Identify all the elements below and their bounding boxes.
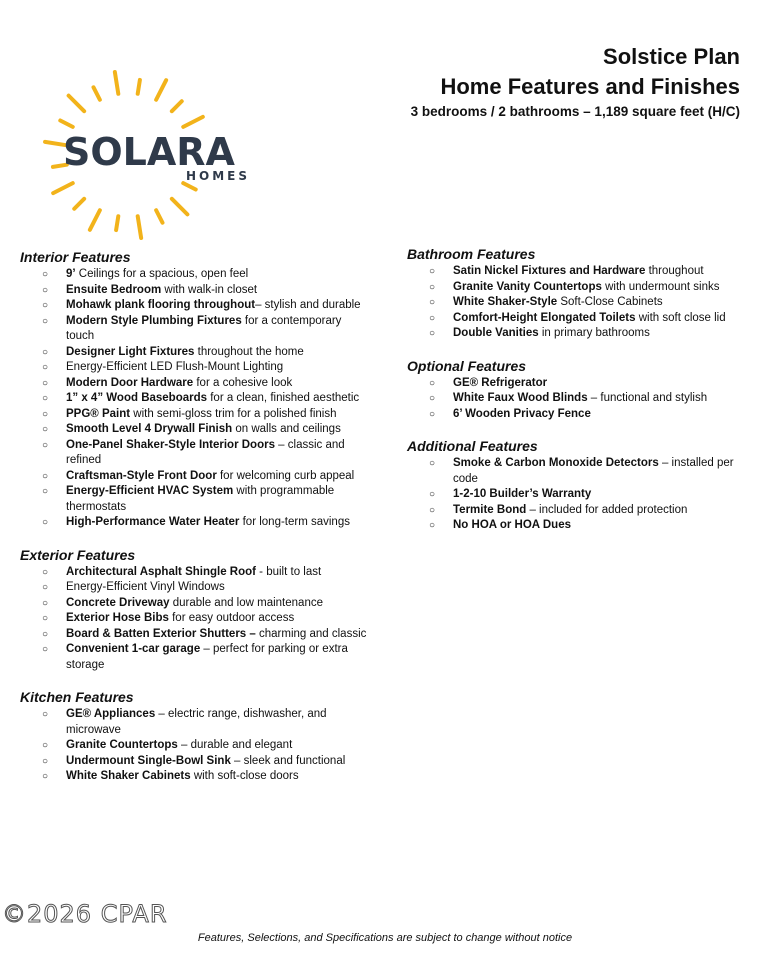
feature-highlight: White Shaker Cabinets — [66, 770, 191, 782]
feature-section — [20, 249, 370, 531]
feature-highlight: Ensuite Bedroom — [66, 283, 162, 296]
feature-detail: - built to last — [255, 565, 322, 578]
feature-item — [20, 360, 370, 376]
feature-highlight: 1” x 4” Wood Baseboards — [66, 392, 208, 404]
feature-item — [20, 515, 370, 531]
feature-item — [20, 484, 370, 515]
feature-highlight: 6’ Wooden Privacy Fence — [453, 407, 591, 420]
feature-highlight: Satin Nickel Fixtures and Hardware — [453, 265, 646, 277]
feature-item — [20, 754, 370, 770]
feature-detail: throughout the home — [194, 345, 304, 358]
feature-highlight: Undermount Single-Bowl Sink — [66, 754, 231, 767]
feature-detail: for welcoming curb appeal — [216, 469, 355, 482]
feature-list — [20, 707, 370, 785]
feature-highlight: Convenient 1-car garage — [66, 643, 201, 655]
feature-detail: for long-term savings — [239, 516, 350, 528]
title-block — [411, 42, 740, 119]
feature-detail: Ceilings for a spacious, open feel — [75, 268, 249, 280]
feature-item — [20, 738, 370, 754]
feature-detail: with semi-gloss trim for a polished finish — [130, 407, 337, 420]
feature-section — [407, 438, 747, 534]
feature-item — [20, 391, 370, 407]
sunburst-icon — [18, 70, 268, 240]
copyright-watermark: ©2026 CPAR — [2, 900, 168, 928]
feature-highlight: Concrete Driveway — [66, 596, 170, 609]
sun-ray — [116, 216, 118, 230]
feature-list — [407, 376, 747, 423]
feature-detail: for a clean, finished aesthetic — [207, 392, 360, 404]
feature-detail: – electric range, dishwasher, and microwave — [66, 708, 327, 736]
plan-name: Solstice Plan — [603, 44, 740, 69]
feature-highlight: Double Vanities — [453, 327, 539, 339]
feature-detail: on walls and ceilings — [232, 423, 341, 435]
sun-ray — [74, 199, 84, 209]
feature-item — [407, 503, 747, 519]
feature-detail: with walk-in closet — [161, 283, 258, 296]
page-title: Home Features and Finishes — [440, 74, 740, 99]
feature-item — [407, 280, 747, 296]
feature-highlight: Granite Countertops — [66, 739, 178, 751]
feature-list — [20, 565, 370, 674]
sun-ray — [69, 96, 85, 112]
section-title: Exterior Features — [20, 546, 136, 563]
feature-detail: – included for added protection — [526, 503, 688, 516]
feature-item — [20, 267, 370, 283]
feature-detail: charming and classic — [255, 627, 367, 640]
footer-disclaimer: Features, Selections, and Specifications are subject to change without notice — [197, 932, 573, 944]
feature-detail: – stylish and durable — [255, 299, 361, 311]
feature-highlight: White Shaker-Style — [453, 296, 558, 308]
feature-item — [20, 580, 370, 596]
sun-ray — [183, 117, 203, 127]
feature-detail: in primary bathrooms — [538, 327, 650, 339]
sun-ray — [60, 120, 72, 126]
feature-item — [20, 438, 370, 469]
feature-detail: Soft-Close Cabinets — [557, 296, 663, 308]
feature-highlight: Designer Light Fixtures — [66, 345, 195, 358]
feature-highlight: 9’ — [66, 268, 76, 280]
feature-item — [407, 295, 747, 311]
feature-item — [20, 565, 370, 581]
feature-detail: throughout — [645, 265, 704, 277]
feature-detail: durable and low maintenance — [169, 596, 323, 609]
feature-item — [407, 391, 747, 407]
feature-item — [20, 283, 370, 299]
feature-item — [407, 326, 747, 342]
feature-detail: – perfect for parking or extra storage — [66, 643, 348, 671]
section-title: Kitchen Features — [20, 689, 134, 705]
feature-highlight: Exterior Hose Bibs — [66, 612, 169, 624]
feature-highlight: White Faux Wood Blinds — [453, 392, 588, 404]
feature-item — [407, 456, 747, 487]
feature-item — [407, 376, 747, 392]
section-title: Additional Features — [407, 438, 538, 454]
feature-detail: – sleek and functional — [230, 754, 346, 767]
right-column — [407, 246, 747, 550]
feature-section — [20, 689, 370, 785]
feature-item — [20, 345, 370, 361]
feature-item — [407, 487, 747, 503]
feature-detail: with soft-close doors — [190, 770, 299, 782]
sun-ray — [172, 199, 188, 215]
left-column — [20, 249, 370, 801]
feature-detail: with undermount sinks — [601, 280, 720, 293]
sun-ray — [138, 216, 141, 238]
feature-highlight: Architectural Asphalt Shingle Roof — [66, 565, 256, 578]
feature-item — [20, 611, 370, 627]
section-title: Bathroom Features — [407, 246, 536, 262]
feature-section — [20, 547, 370, 674]
sun-ray — [90, 210, 100, 230]
feature-highlight: No HOA or HOA Dues — [453, 519, 571, 531]
feature-detail: with programmable thermostats — [66, 485, 335, 513]
sun-ray — [183, 183, 195, 189]
section-title: Optional Features — [407, 357, 527, 374]
feature-detail: Energy-Efficient Vinyl Windows — [66, 581, 225, 593]
feature-highlight: Mohawk plank flooring throughout — [66, 299, 256, 311]
feature-detail: – durable and elegant — [177, 739, 293, 751]
feature-item — [20, 642, 370, 673]
logo-subtext: HOMES — [186, 169, 251, 183]
feature-item — [407, 264, 747, 280]
feature-item — [20, 707, 370, 738]
feature-detail: for easy outdoor access — [168, 612, 295, 624]
feature-item — [20, 627, 370, 643]
feature-item — [20, 298, 370, 314]
solara-homes-logo — [18, 70, 268, 240]
feature-detail: – functional and stylish — [587, 392, 708, 404]
feature-list — [20, 267, 370, 531]
feature-highlight: Termite Bond — [453, 503, 527, 516]
feature-item — [407, 407, 747, 423]
feature-detail: – installed per code — [453, 457, 734, 485]
feature-section — [407, 358, 747, 423]
feature-highlight: Craftsman-Style Front Door — [66, 469, 217, 482]
feature-item — [20, 469, 370, 485]
sun-ray — [138, 80, 140, 94]
section-title: Interior Features — [20, 249, 131, 265]
feature-highlight: Modern Door Hardware — [66, 376, 194, 389]
feature-item — [20, 422, 370, 438]
feature-highlight: Modern Style Plumbing Fixtures — [66, 314, 242, 327]
feature-list — [407, 264, 747, 342]
feature-highlight: Board & Batten Exterior Shutters – — [66, 627, 256, 640]
feature-highlight: Comfort-Height Elongated Toilets — [453, 311, 636, 324]
feature-highlight: PPG® Paint — [66, 407, 131, 420]
sun-ray — [115, 72, 118, 94]
feature-highlight: High-Performance Water Heater — [66, 516, 240, 528]
feature-highlight: 1-2-10 Builder’s Warranty — [453, 488, 592, 500]
feature-highlight: Energy-Efficient HVAC System — [66, 485, 234, 497]
feature-item — [20, 769, 370, 785]
feature-item — [20, 407, 370, 423]
feature-detail: Energy-Efficient LED Flush-Mount Lighting — [66, 361, 284, 373]
feature-highlight: GE® Appliances — [66, 708, 156, 720]
feature-highlight: GE® Refrigerator — [453, 376, 548, 389]
feature-detail: for a contemporary touch — [66, 314, 342, 342]
feature-item — [407, 311, 747, 327]
feature-item — [20, 596, 370, 612]
sun-ray — [156, 210, 162, 222]
feature-detail: with soft close lid — [635, 311, 726, 324]
plan-summary: 3 bedrooms / 2 bathrooms – 1,189 square feet (H/C) — [410, 104, 740, 119]
feature-section — [407, 246, 747, 342]
feature-list — [407, 456, 747, 534]
feature-highlight: One-Panel Shaker-Style Interior Doors — [66, 438, 275, 451]
feature-item — [20, 314, 370, 345]
sun-ray — [172, 101, 182, 111]
logo-wordmark: SOLARA — [63, 130, 235, 174]
sun-ray — [156, 80, 166, 100]
feature-highlight: Smooth Level 4 Drywall Finish — [66, 423, 233, 435]
feature-detail: – classic and refined — [66, 438, 345, 466]
sun-ray — [93, 87, 99, 99]
feature-highlight: Smoke & Carbon Monoxide Detectors — [453, 457, 659, 469]
feature-item — [20, 376, 370, 392]
feature-detail: for a cohesive look — [193, 376, 293, 389]
sun-ray — [53, 183, 73, 193]
feature-highlight: Granite Vanity Countertops — [453, 280, 602, 293]
feature-item — [407, 518, 747, 534]
